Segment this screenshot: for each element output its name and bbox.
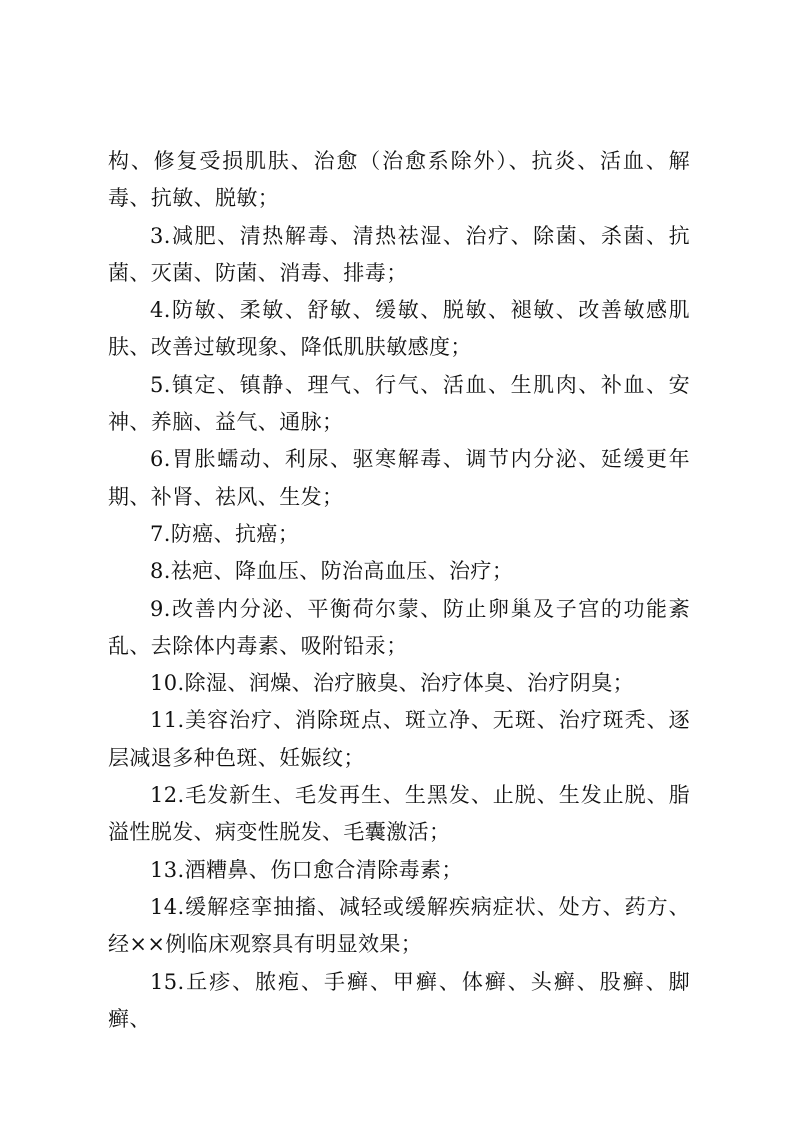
list-item-9: 9.改善内分泌、平衡荷尔蒙、防止卵巢及子宫的功能紊乱、去除体内毒素、吸附铅汞；	[108, 596, 690, 658]
document-body	[108, 143, 690, 1038]
list-item-6: 6.胃胀蠕动、利尿、驱寒解毒、调节内分泌、延缓更年期、补肾、祛风、生发；	[108, 447, 690, 509]
list-item-5: 5.镇定、镇静、理气、行气、活血、生肌肉、补血、安神、养脑、益气、通脉；	[108, 372, 690, 435]
list-item-3: 3.减肥、清热解毒、清热祛湿、治疗、除菌、杀菌、抗菌、灭菌、防菌、消毒、排毒；	[108, 223, 690, 285]
list-item-8: 8.祛疤、降血压、防治高血压、治疗；	[150, 559, 514, 584]
list-item-14: 14.缓解痉挛抽搐、减轻或缓解疾病症状、处方、药方、经××例临床观察具有明显效果；	[108, 894, 690, 957]
list-item-10: 10.除湿、润燥、治疗腋臭、治疗体臭、治疗阴臭；	[150, 671, 634, 696]
list-item-4: 4.防敏、柔敏、舒敏、缓敏、脱敏、褪敏、改善敏感肌肤、改善过敏现象、降低肌肤敏感度；	[108, 298, 690, 360]
list-item-12: 12.毛发新生、毛发再生、生黑发、止脱、生发止脱、脂溢性脱发、病变性脱发、毛囊激活；	[108, 783, 690, 845]
list-item-7: 7.防癌、抗癌；	[150, 521, 300, 546]
list-item-13: 13.酒糟鼻、伤口愈合清除毒素；	[150, 857, 463, 882]
list-item-15: 15.丘疹、脓疱、手癣、甲癣、体癣、头癣、股癣、脚癣、	[108, 969, 690, 1031]
paragraph-continuation: 构、修复受损肌肤、治愈（治愈系除外）、抗炎、活血、解毒、抗敏、脱敏；	[108, 149, 690, 211]
list-item-11: 11.美容治疗、消除斑点、斑立净、无斑、治疗斑秃、逐层减退多种色斑、妊娠纹；	[108, 708, 690, 770]
